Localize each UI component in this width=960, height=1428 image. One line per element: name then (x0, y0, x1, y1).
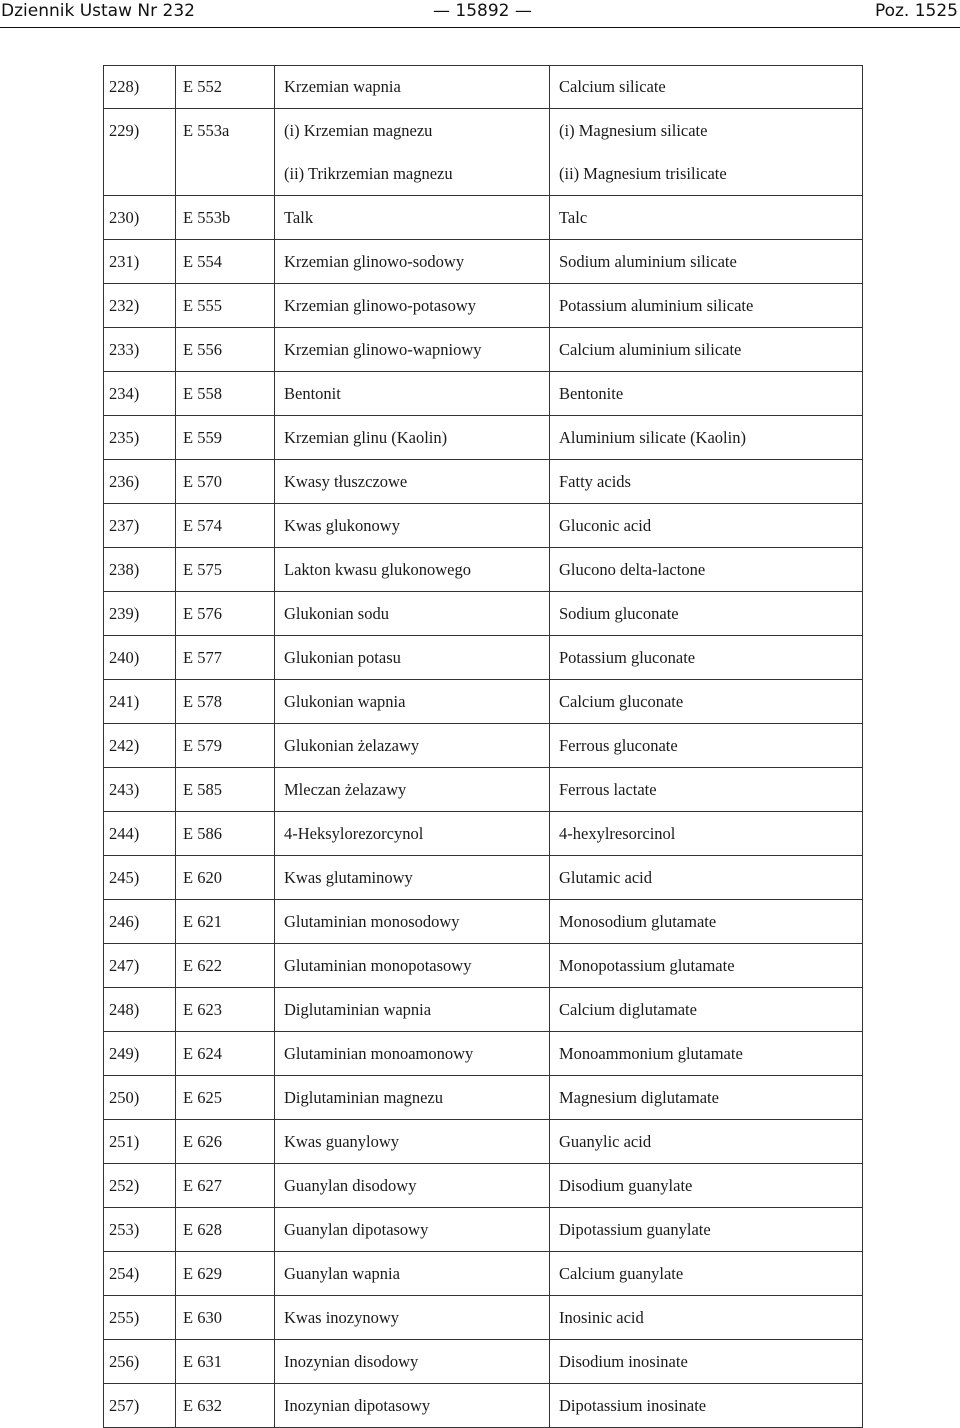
polish-name: Krzemian wapnia (275, 66, 550, 109)
english-name: Monoammonium glutamate (550, 1032, 863, 1076)
table-row (104, 636, 863, 680)
row-number: 239) (104, 592, 176, 636)
e-code: E 574 (176, 504, 275, 548)
table-row (104, 1296, 863, 1340)
row-number: 249) (104, 1032, 176, 1076)
e-code: E 632 (176, 1384, 275, 1428)
table-row (104, 1252, 863, 1296)
e-code: E 555 (176, 284, 275, 328)
table-row (104, 196, 863, 240)
row-number: 230) (104, 196, 176, 240)
table-row (104, 372, 863, 416)
page-header (0, 0, 960, 28)
row-number: 235) (104, 416, 176, 460)
english-name: Monosodium glutamate (550, 900, 863, 944)
polish-name: Guanylan dipotasowy (275, 1208, 550, 1252)
e-code: E 553b (176, 196, 275, 240)
polish-name: Inozynian dipotasowy (275, 1384, 550, 1428)
english-name: Calcium aluminium silicate (550, 328, 863, 372)
position-number: Poz. 1525 (874, 1, 958, 21)
polish-name: Krzemian glinowo-potasowy (275, 284, 550, 328)
e-code: E 577 (176, 636, 275, 680)
row-number: 236) (104, 460, 176, 504)
page-number: — 15892 — (433, 1, 532, 21)
e-code: E 570 (176, 460, 275, 504)
polish-name: (i) Krzemian magnezu (275, 109, 550, 153)
polish-name: Diglutaminian magnezu (275, 1076, 550, 1120)
table-row (104, 284, 863, 328)
table-row (104, 152, 863, 196)
row-number: 253) (104, 1208, 176, 1252)
table-row (104, 66, 863, 109)
english-name: Calcium diglutamate (550, 988, 863, 1032)
english-name: Glucono delta-lactone (550, 548, 863, 592)
e-code: E 576 (176, 592, 275, 636)
polish-name: Mleczan żelazawy (275, 768, 550, 812)
polish-name: Diglutaminian wapnia (275, 988, 550, 1032)
row-number: 244) (104, 812, 176, 856)
english-name: Talc (550, 196, 863, 240)
e-code (176, 152, 275, 196)
journal-title: Dziennik Ustaw Nr 232 (1, 1, 195, 21)
english-name: Potassium gluconate (550, 636, 863, 680)
e-code: E 622 (176, 944, 275, 988)
row-number: 229) (104, 109, 176, 153)
table-row (104, 504, 863, 548)
polish-name: Krzemian glinu (Kaolin) (275, 416, 550, 460)
row-number: 255) (104, 1296, 176, 1340)
table-row (104, 812, 863, 856)
table-row (104, 460, 863, 504)
polish-name: Kwas glutaminowy (275, 856, 550, 900)
row-number: 254) (104, 1252, 176, 1296)
english-name: Calcium silicate (550, 66, 863, 109)
table-row (104, 680, 863, 724)
polish-name: Krzemian glinowo-sodowy (275, 240, 550, 284)
row-number: 248) (104, 988, 176, 1032)
e-code: E 625 (176, 1076, 275, 1120)
row-number (104, 152, 176, 196)
row-number: 256) (104, 1340, 176, 1384)
polish-name: Inozynian disodowy (275, 1340, 550, 1384)
e-code: E 629 (176, 1252, 275, 1296)
table-row (104, 416, 863, 460)
english-name: Dipotassium inosinate (550, 1384, 863, 1428)
polish-name: Glutaminian monoamonowy (275, 1032, 550, 1076)
row-number: 252) (104, 1164, 176, 1208)
polish-name: Kwas inozynowy (275, 1296, 550, 1340)
table-row (104, 592, 863, 636)
e-code: E 558 (176, 372, 275, 416)
row-number: 232) (104, 284, 176, 328)
polish-name: Krzemian glinowo-wapniowy (275, 328, 550, 372)
row-number: 250) (104, 1076, 176, 1120)
e-code: E 623 (176, 988, 275, 1032)
english-name: Ferrous gluconate (550, 724, 863, 768)
row-number: 238) (104, 548, 176, 592)
english-name: Calcium gluconate (550, 680, 863, 724)
table-row (104, 856, 863, 900)
polish-name: Glutaminian monosodowy (275, 900, 550, 944)
polish-name: Guanylan disodowy (275, 1164, 550, 1208)
table-row (104, 328, 863, 372)
polish-name: Glutaminian monopotasowy (275, 944, 550, 988)
e-code: E 621 (176, 900, 275, 944)
row-number: 228) (104, 66, 176, 109)
english-name: 4-hexylresorcinol (550, 812, 863, 856)
polish-name: Kwasy tłuszczowe (275, 460, 550, 504)
table-row (104, 1340, 863, 1384)
english-name: Monopotassium glutamate (550, 944, 863, 988)
table-row (104, 1120, 863, 1164)
polish-name: Lakton kwasu glukonowego (275, 548, 550, 592)
e-code: E 631 (176, 1340, 275, 1384)
table-row (104, 988, 863, 1032)
e-code: E 553a (176, 109, 275, 153)
polish-name: Kwas guanylowy (275, 1120, 550, 1164)
row-number: 245) (104, 856, 176, 900)
e-code: E 552 (176, 66, 275, 109)
english-name: Guanylic acid (550, 1120, 863, 1164)
e-code: E 554 (176, 240, 275, 284)
english-name: Ferrous lactate (550, 768, 863, 812)
additives-table (103, 65, 863, 1428)
table-row (104, 109, 863, 153)
table-row (104, 944, 863, 988)
english-name: Gluconic acid (550, 504, 863, 548)
row-number: 251) (104, 1120, 176, 1164)
row-number: 242) (104, 724, 176, 768)
english-name: Potassium aluminium silicate (550, 284, 863, 328)
english-name: Fatty acids (550, 460, 863, 504)
row-number: 240) (104, 636, 176, 680)
polish-name: Kwas glukonowy (275, 504, 550, 548)
polish-name: Bentonit (275, 372, 550, 416)
table-row (104, 1076, 863, 1120)
english-name: Calcium guanylate (550, 1252, 863, 1296)
polish-name: Glukonian żelazawy (275, 724, 550, 768)
row-number: 231) (104, 240, 176, 284)
e-code: E 579 (176, 724, 275, 768)
e-code: E 559 (176, 416, 275, 460)
e-code: E 628 (176, 1208, 275, 1252)
row-number: 234) (104, 372, 176, 416)
row-number: 246) (104, 900, 176, 944)
table-row (104, 548, 863, 592)
additives-table-body (104, 66, 863, 1428)
row-number: 241) (104, 680, 176, 724)
table-row (104, 1384, 863, 1428)
e-code: E 626 (176, 1120, 275, 1164)
polish-name: Glukonian potasu (275, 636, 550, 680)
e-code: E 630 (176, 1296, 275, 1340)
polish-name: (ii) Trikrzemian magnezu (275, 152, 550, 196)
table-row (104, 768, 863, 812)
row-number: 237) (104, 504, 176, 548)
table-row (104, 240, 863, 284)
table-row (104, 1208, 863, 1252)
e-code: E 575 (176, 548, 275, 592)
table-row (104, 724, 863, 768)
polish-name: Guanylan wapnia (275, 1252, 550, 1296)
table-row (104, 1164, 863, 1208)
row-number: 243) (104, 768, 176, 812)
english-name: Inosinic acid (550, 1296, 863, 1340)
english-name: Disodium inosinate (550, 1340, 863, 1384)
e-code: E 586 (176, 812, 275, 856)
e-code: E 620 (176, 856, 275, 900)
row-number: 257) (104, 1384, 176, 1428)
english-name: Aluminium silicate (Kaolin) (550, 416, 863, 460)
polish-name: 4-Heksylorezorcynol (275, 812, 550, 856)
english-name: Magnesium diglutamate (550, 1076, 863, 1120)
polish-name: Talk (275, 196, 550, 240)
polish-name: Glukonian wapnia (275, 680, 550, 724)
polish-name: Glukonian sodu (275, 592, 550, 636)
row-number: 247) (104, 944, 176, 988)
e-code: E 624 (176, 1032, 275, 1076)
english-name: Sodium gluconate (550, 592, 863, 636)
e-code: E 578 (176, 680, 275, 724)
table-row (104, 1032, 863, 1076)
e-code: E 627 (176, 1164, 275, 1208)
table-row (104, 900, 863, 944)
english-name: (ii) Magnesium trisilicate (550, 152, 863, 196)
e-code: E 585 (176, 768, 275, 812)
e-code: E 556 (176, 328, 275, 372)
row-number: 233) (104, 328, 176, 372)
english-name: Glutamic acid (550, 856, 863, 900)
english-name: Sodium aluminium silicate (550, 240, 863, 284)
english-name: Disodium guanylate (550, 1164, 863, 1208)
english-name: Dipotassium guanylate (550, 1208, 863, 1252)
english-name: (i) Magnesium silicate (550, 109, 863, 153)
english-name: Bentonite (550, 372, 863, 416)
